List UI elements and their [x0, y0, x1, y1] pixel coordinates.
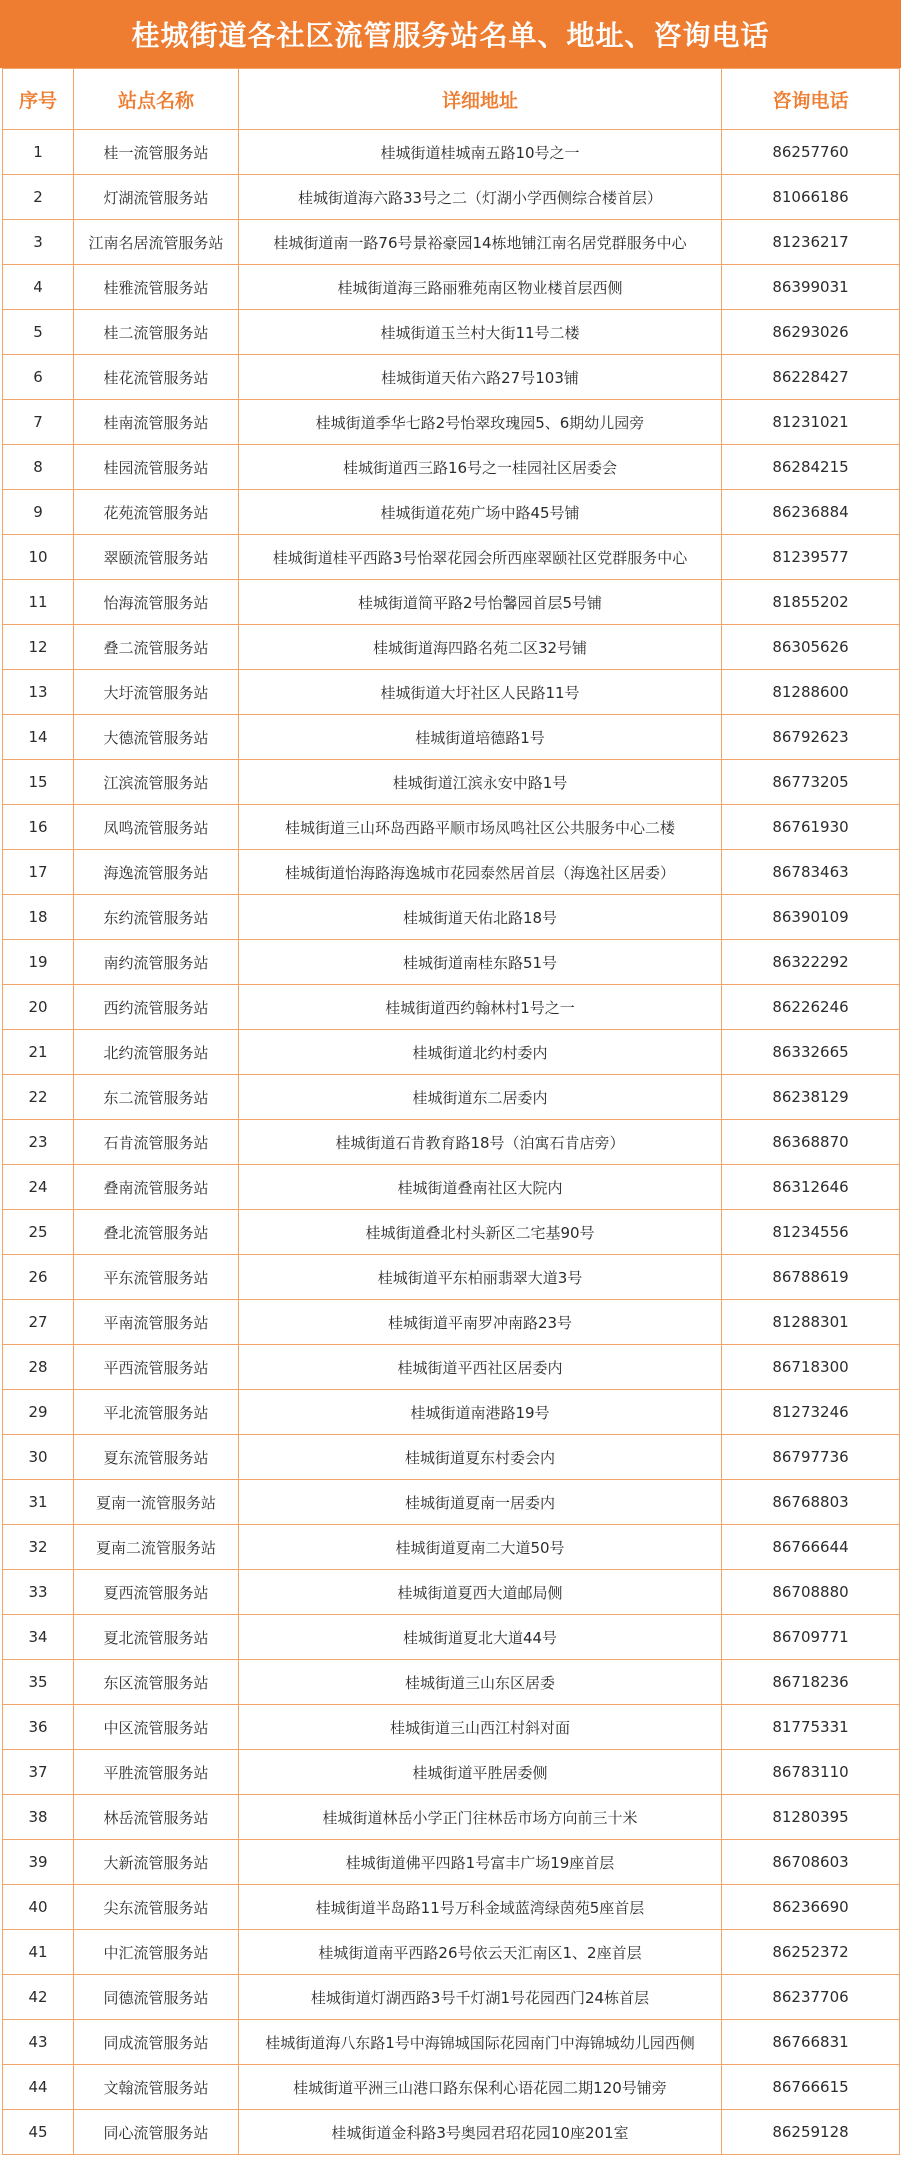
table-row [3, 1075, 900, 1120]
table-row [3, 1750, 900, 1795]
row-index: 4 [3, 265, 74, 310]
table-row [3, 220, 900, 265]
phone: 86766831 [722, 2020, 900, 2065]
address: 桂城街道佛平四路1号富丰广场19座首层 [239, 1840, 722, 1885]
row-index: 14 [3, 715, 74, 760]
phone: 86766644 [722, 1525, 900, 1570]
station-name: 中区流管服务站 [74, 1705, 239, 1750]
station-name: 大圩流管服务站 [74, 670, 239, 715]
station-name: 夏西流管服务站 [74, 1570, 239, 1615]
row-index: 27 [3, 1300, 74, 1345]
phone: 86390109 [722, 895, 900, 940]
row-index: 24 [3, 1165, 74, 1210]
phone: 86766615 [722, 2065, 900, 2110]
row-index: 2 [3, 175, 74, 220]
table-row [3, 1165, 900, 1210]
address: 桂城街道夏南一居委内 [239, 1480, 722, 1525]
address: 桂城街道天佑北路18号 [239, 895, 722, 940]
table-row [3, 985, 900, 1030]
address: 桂城街道桂城南五路10号之一 [239, 130, 722, 175]
phone: 86792623 [722, 715, 900, 760]
row-index: 32 [3, 1525, 74, 1570]
phone: 81239577 [722, 535, 900, 580]
station-name: 桂园流管服务站 [74, 445, 239, 490]
phone: 81280395 [722, 1795, 900, 1840]
row-index: 39 [3, 1840, 74, 1885]
address: 桂城街道平洲三山港口路东保利心语花园二期120号铺旁 [239, 2065, 722, 2110]
table-row [3, 1345, 900, 1390]
address: 桂城街道北约村委内 [239, 1030, 722, 1075]
station-name: 平北流管服务站 [74, 1390, 239, 1435]
station-name: 夏东流管服务站 [74, 1435, 239, 1480]
header-index: 序号 [3, 69, 74, 130]
row-index: 1 [3, 130, 74, 175]
header-phone: 咨询电话 [722, 69, 900, 130]
table-row [3, 850, 900, 895]
row-index: 36 [3, 1705, 74, 1750]
station-name: 同心流管服务站 [74, 2110, 239, 2155]
phone: 81273246 [722, 1390, 900, 1435]
address: 桂城街道海八东路1号中海锦城国际花园南门中海锦城幼儿园西侧 [239, 2020, 722, 2065]
station-name: 大德流管服务站 [74, 715, 239, 760]
phone: 86761930 [722, 805, 900, 850]
row-index: 11 [3, 580, 74, 625]
phone: 86773205 [722, 760, 900, 805]
station-name: 叠二流管服务站 [74, 625, 239, 670]
address: 桂城街道夏南二大道50号 [239, 1525, 722, 1570]
address: 桂城街道叠北村头新区二宅基90号 [239, 1210, 722, 1255]
table-body [3, 130, 900, 2155]
station-name: 海逸流管服务站 [74, 850, 239, 895]
address: 桂城街道南平西路26号依云天汇南区1、2座首层 [239, 1930, 722, 1975]
phone: 86709771 [722, 1615, 900, 1660]
address: 桂城街道海三路丽雅苑南区物业楼首层西侧 [239, 265, 722, 310]
address: 桂城街道花苑广场中路45号铺 [239, 490, 722, 535]
address: 桂城街道季华七路2号怡翠玫瑰园5、6期幼儿园旁 [239, 400, 722, 445]
table-row [3, 1705, 900, 1750]
row-index: 5 [3, 310, 74, 355]
station-name: 桂雅流管服务站 [74, 265, 239, 310]
phone: 86237706 [722, 1975, 900, 2020]
phone: 86718236 [722, 1660, 900, 1705]
phone: 86368870 [722, 1120, 900, 1165]
table-row [3, 445, 900, 490]
address: 桂城街道林岳小学正门往林岳市场方向前三十米 [239, 1795, 722, 1840]
phone: 86284215 [722, 445, 900, 490]
phone: 86236884 [722, 490, 900, 535]
table-row [3, 2020, 900, 2065]
station-name: 平南流管服务站 [74, 1300, 239, 1345]
address: 桂城街道天佑六路27号103铺 [239, 355, 722, 400]
station-name: 夏北流管服务站 [74, 1615, 239, 1660]
row-index: 10 [3, 535, 74, 580]
phone: 81288301 [722, 1300, 900, 1345]
row-index: 34 [3, 1615, 74, 1660]
title-bar [0, 0, 901, 68]
phone: 86718300 [722, 1345, 900, 1390]
row-index: 7 [3, 400, 74, 445]
station-name: 怡海流管服务站 [74, 580, 239, 625]
table-row [3, 1480, 900, 1525]
row-index: 23 [3, 1120, 74, 1165]
address: 桂城街道夏北大道44号 [239, 1615, 722, 1660]
phone: 81855202 [722, 580, 900, 625]
row-index: 12 [3, 625, 74, 670]
table-row [3, 805, 900, 850]
phone: 81775331 [722, 1705, 900, 1750]
phone: 81234556 [722, 1210, 900, 1255]
phone: 86708880 [722, 1570, 900, 1615]
address: 桂城街道夏西大道邮局侧 [239, 1570, 722, 1615]
station-name: 桂南流管服务站 [74, 400, 239, 445]
phone: 86238129 [722, 1075, 900, 1120]
station-name: 江滨流管服务站 [74, 760, 239, 805]
address: 桂城街道东二居委内 [239, 1075, 722, 1120]
address: 桂城街道海四路名苑二区32号铺 [239, 625, 722, 670]
row-index: 20 [3, 985, 74, 1030]
row-index: 45 [3, 2110, 74, 2155]
station-name: 尖东流管服务站 [74, 1885, 239, 1930]
table-row [3, 2065, 900, 2110]
phone: 86257760 [722, 130, 900, 175]
station-name: 西约流管服务站 [74, 985, 239, 1030]
phone: 86293026 [722, 310, 900, 355]
table-row [3, 1570, 900, 1615]
phone: 86228427 [722, 355, 900, 400]
table-row [3, 1255, 900, 1300]
table-row [3, 1390, 900, 1435]
row-index: 30 [3, 1435, 74, 1480]
station-table [2, 68, 900, 2155]
station-name: 石肯流管服务站 [74, 1120, 239, 1165]
row-index: 28 [3, 1345, 74, 1390]
phone: 86783110 [722, 1750, 900, 1795]
station-name: 平西流管服务站 [74, 1345, 239, 1390]
address: 桂城街道桂平西路3号怡翠花园会所西座翠颐社区党群服务中心 [239, 535, 722, 580]
phone: 86788619 [722, 1255, 900, 1300]
row-index: 44 [3, 2065, 74, 2110]
station-name: 夏南一流管服务站 [74, 1480, 239, 1525]
station-name: 凤鸣流管服务站 [74, 805, 239, 850]
row-index: 35 [3, 1660, 74, 1705]
table-row [3, 625, 900, 670]
phone: 81066186 [722, 175, 900, 220]
row-index: 41 [3, 1930, 74, 1975]
station-name: 夏南二流管服务站 [74, 1525, 239, 1570]
phone: 86768803 [722, 1480, 900, 1525]
address: 桂城街道三山东区居委 [239, 1660, 722, 1705]
table-row [3, 940, 900, 985]
header-station-name: 站点名称 [74, 69, 239, 130]
address: 桂城街道西三路16号之一桂园社区居委会 [239, 445, 722, 490]
station-name: 南约流管服务站 [74, 940, 239, 985]
table-row [3, 535, 900, 580]
row-index: 38 [3, 1795, 74, 1840]
table-row [3, 265, 900, 310]
table-row [3, 715, 900, 760]
address: 桂城街道培德路1号 [239, 715, 722, 760]
address: 桂城街道三山环岛西路平顺市场凤鸣社区公共服务中心二楼 [239, 805, 722, 850]
address: 桂城街道平东柏丽翡翠大道3号 [239, 1255, 722, 1300]
phone: 86259128 [722, 2110, 900, 2155]
table-row [3, 1120, 900, 1165]
station-name: 文翰流管服务站 [74, 2065, 239, 2110]
station-name: 平东流管服务站 [74, 1255, 239, 1300]
table-row [3, 1435, 900, 1480]
phone: 86708603 [722, 1840, 900, 1885]
phone: 81231021 [722, 400, 900, 445]
station-name: 桂一流管服务站 [74, 130, 239, 175]
phone: 86312646 [722, 1165, 900, 1210]
phone: 86797736 [722, 1435, 900, 1480]
phone: 86252372 [722, 1930, 900, 1975]
table-row [3, 1615, 900, 1660]
table-row [3, 760, 900, 805]
row-index: 19 [3, 940, 74, 985]
header-address: 详细地址 [239, 69, 722, 130]
header-row [3, 69, 900, 130]
table-row [3, 670, 900, 715]
station-name: 东约流管服务站 [74, 895, 239, 940]
phone: 86322292 [722, 940, 900, 985]
row-index: 3 [3, 220, 74, 265]
address: 桂城街道灯湖西路3号千灯湖1号花园西门24栋首层 [239, 1975, 722, 2020]
address: 桂城街道海六路33号之二（灯湖小学西侧综合楼首层） [239, 175, 722, 220]
station-name: 北约流管服务站 [74, 1030, 239, 1075]
station-name: 花苑流管服务站 [74, 490, 239, 535]
table-row [3, 175, 900, 220]
row-index: 9 [3, 490, 74, 535]
phone: 86332665 [722, 1030, 900, 1075]
table-row [3, 1930, 900, 1975]
table-row [3, 1795, 900, 1840]
table-row [3, 1885, 900, 1930]
row-index: 26 [3, 1255, 74, 1300]
table-row [3, 1840, 900, 1885]
address: 桂城街道夏东村委会内 [239, 1435, 722, 1480]
table-row [3, 580, 900, 625]
station-name: 大新流管服务站 [74, 1840, 239, 1885]
address: 桂城街道南一路76号景裕豪园14栋地铺江南名居党群服务中心 [239, 220, 722, 265]
address: 桂城街道大圩社区人民路11号 [239, 670, 722, 715]
station-name: 同成流管服务站 [74, 2020, 239, 2065]
table-row [3, 2110, 900, 2155]
table-row [3, 1525, 900, 1570]
table-row [3, 130, 900, 175]
phone: 81236217 [722, 220, 900, 265]
table-row [3, 895, 900, 940]
table-row [3, 1660, 900, 1705]
phone: 86399031 [722, 265, 900, 310]
row-index: 8 [3, 445, 74, 490]
table-row [3, 1975, 900, 2020]
phone: 86783463 [722, 850, 900, 895]
table-header [3, 69, 900, 130]
table-row [3, 1030, 900, 1075]
address: 桂城街道平胜居委侧 [239, 1750, 722, 1795]
row-index: 33 [3, 1570, 74, 1615]
row-index: 6 [3, 355, 74, 400]
address: 桂城街道三山西江村斜对面 [239, 1705, 722, 1750]
page-title: 桂城街道各社区流管服务站名单、地址、咨询电话 [131, 19, 770, 52]
address: 桂城街道南港路19号 [239, 1390, 722, 1435]
table-row [3, 1210, 900, 1255]
address: 桂城街道平西社区居委内 [239, 1345, 722, 1390]
station-name: 翠颐流管服务站 [74, 535, 239, 580]
station-name: 叠南流管服务站 [74, 1165, 239, 1210]
table-row [3, 310, 900, 355]
address: 桂城街道半岛路11号万科金域蓝湾绿茵苑5座首层 [239, 1885, 722, 1930]
row-index: 40 [3, 1885, 74, 1930]
address: 桂城街道石肯教育路18号（泊寓石肯店旁） [239, 1120, 722, 1165]
row-index: 17 [3, 850, 74, 895]
row-index: 13 [3, 670, 74, 715]
address: 桂城街道江滨永安中路1号 [239, 760, 722, 805]
station-name: 桂花流管服务站 [74, 355, 239, 400]
station-name: 叠北流管服务站 [74, 1210, 239, 1255]
row-index: 37 [3, 1750, 74, 1795]
address: 桂城街道叠南社区大院内 [239, 1165, 722, 1210]
station-name: 江南名居流管服务站 [74, 220, 239, 265]
phone: 86226246 [722, 985, 900, 1030]
address: 桂城街道简平路2号怡馨园首层5号铺 [239, 580, 722, 625]
row-index: 29 [3, 1390, 74, 1435]
address: 桂城街道怡海路海逸城市花园泰然居首层（海逸社区居委） [239, 850, 722, 895]
station-name: 林岳流管服务站 [74, 1795, 239, 1840]
station-name: 桂二流管服务站 [74, 310, 239, 355]
station-name: 同德流管服务站 [74, 1975, 239, 2020]
phone: 81288600 [722, 670, 900, 715]
address: 桂城街道南桂东路51号 [239, 940, 722, 985]
address: 桂城街道金科路3号奥园君玿花园10座201室 [239, 2110, 722, 2155]
station-name: 中汇流管服务站 [74, 1930, 239, 1975]
row-index: 21 [3, 1030, 74, 1075]
row-index: 42 [3, 1975, 74, 2020]
table-row [3, 490, 900, 535]
phone: 86236690 [722, 1885, 900, 1930]
table-row [3, 400, 900, 445]
station-name: 东区流管服务站 [74, 1660, 239, 1705]
table-row [3, 1300, 900, 1345]
row-index: 43 [3, 2020, 74, 2065]
address: 桂城街道平南罗冲南路23号 [239, 1300, 722, 1345]
address: 桂城街道玉兰村大街11号二楼 [239, 310, 722, 355]
address: 桂城街道西约翰林村1号之一 [239, 985, 722, 1030]
station-name: 东二流管服务站 [74, 1075, 239, 1120]
phone: 86305626 [722, 625, 900, 670]
row-index: 18 [3, 895, 74, 940]
row-index: 15 [3, 760, 74, 805]
row-index: 22 [3, 1075, 74, 1120]
station-name: 平胜流管服务站 [74, 1750, 239, 1795]
station-name: 灯湖流管服务站 [74, 175, 239, 220]
table-row [3, 355, 900, 400]
row-index: 16 [3, 805, 74, 850]
row-index: 25 [3, 1210, 74, 1255]
row-index: 31 [3, 1480, 74, 1525]
